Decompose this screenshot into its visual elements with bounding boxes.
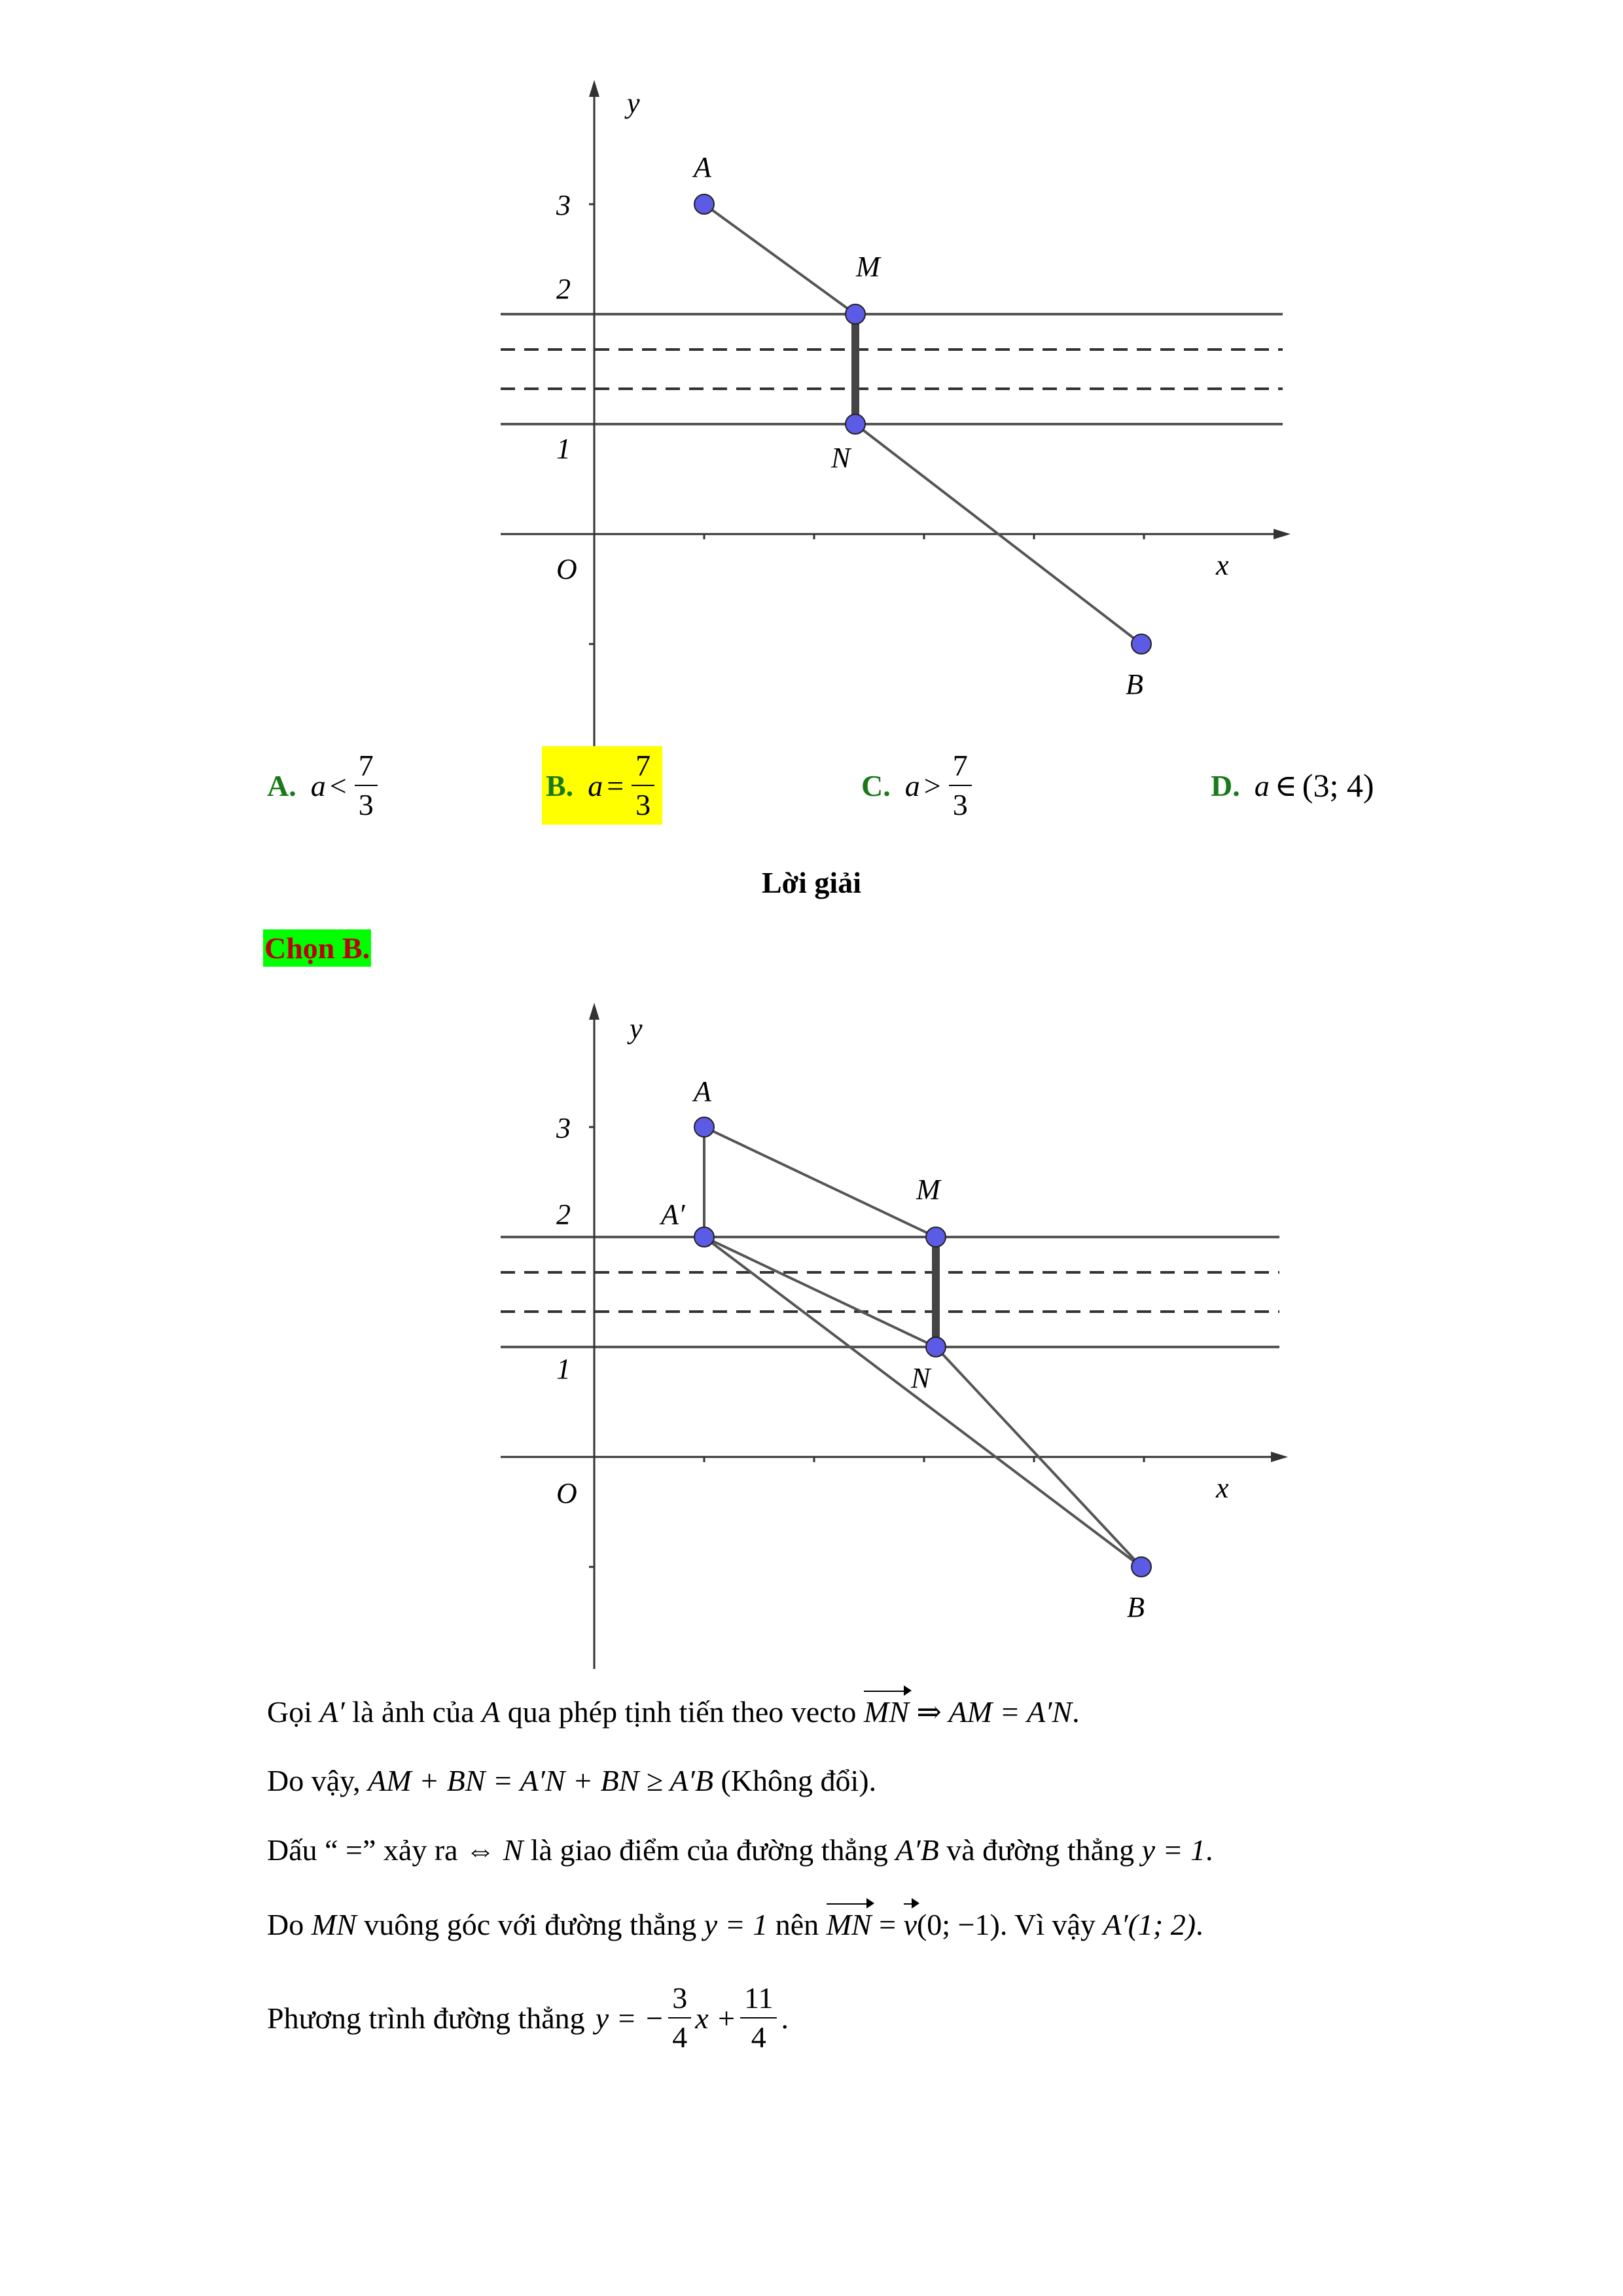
option-b-den: 3 [635,788,651,821]
figure-1 [484,72,1296,746]
l3-f: y = 1 [1141,1833,1206,1867]
x-axis-arrow [1271,1452,1288,1462]
option-a-var: a [310,768,326,802]
l2-a: Do vậy, [267,1764,361,1797]
label-B: B [1127,1591,1145,1623]
option-c-label: C. [861,768,891,802]
option-c-rel: > [923,768,941,802]
option-d[interactable] [1211,746,1374,825]
point-A [694,194,714,214]
option-b-label: B. [546,768,574,802]
tick-label-2: 2 [556,1198,571,1230]
option-a-den: 3 [358,788,374,821]
l1-a: Gọi [267,1695,312,1729]
point-N [846,414,865,434]
option-b-rel: = [607,768,624,802]
l4-coord: (0; −1) [916,1908,1000,1941]
option-d-label: D. [1211,768,1240,802]
label-N: N [831,442,851,474]
l4-c: vuông góc với đường thẳng [364,1908,697,1941]
x-axis-arrow [1274,529,1291,539]
option-c[interactable] [861,746,976,825]
l2-c: (Không đổi). [721,1764,877,1797]
text-line-3 [267,1833,1213,1867]
l1-d: A [482,1695,501,1729]
l3-b: ⇔ N [465,1833,524,1867]
l3-d: A′B [895,1833,939,1867]
l5-n1: 3 [668,1983,691,2018]
axis-label-x: x [1216,549,1229,581]
option-a-fraction [355,751,378,820]
l4-a: Do [267,1908,304,1941]
tick-label-3: 3 [556,189,571,221]
l1-b: A′ [319,1695,345,1729]
option-a[interactable] [267,746,382,825]
option-a-rel: < [329,768,347,802]
point-B [1132,1557,1151,1577]
l4-d: y = 1 [704,1908,768,1941]
tick-label-3: 3 [556,1112,571,1144]
figure-2 [484,995,1296,1669]
label-B: B [1126,668,1143,700]
point-Aprime [694,1227,714,1247]
option-c-den: 3 [952,788,968,821]
choose-answer: Chọn B. [263,929,371,967]
text-line-5 [267,1983,789,2053]
y-axis-arrow [589,1003,599,1020]
text-line-2 [267,1763,876,1798]
label-N: N [911,1362,931,1394]
l1-g: . [1072,1695,1080,1729]
l3-a: Dấu “ =” xảy ra [267,1833,458,1867]
label-M: M [916,1174,940,1206]
label-Aprime: A′ [661,1198,685,1230]
option-a-label: A. [267,768,296,802]
option-b-var: a [588,768,603,802]
option-b[interactable] [542,746,662,825]
l1-c: là ảnh của [352,1695,474,1729]
l5-fraction-2 [740,1983,777,2053]
segment-AprimeN [704,1237,936,1347]
point-N [926,1337,946,1357]
l3-g: . [1205,1833,1213,1867]
vector-v: v [903,1908,917,1941]
option-a-num: 7 [355,751,378,786]
l5-fraction-1 [668,1983,691,2053]
option-d-rel: ∈ [1274,769,1297,802]
l5-a: Phương trình đường thẳng [267,2001,585,2035]
l2-b: AM + BN = A′N + BN ≥ A′B [368,1764,713,1797]
origin-label: O [556,553,577,585]
segment-AM [704,204,855,314]
option-c-fraction [949,751,972,820]
point-A [694,1117,714,1137]
axis-label-x: x [1216,1472,1229,1504]
y-axis-arrow [589,80,599,97]
label-M: M [856,251,880,283]
label-A: A [694,151,711,183]
vector-MN: MN [863,1695,909,1729]
text-line-4 [267,1907,1204,1942]
label-A: A [694,1075,711,1107]
option-d-var: a [1254,768,1270,802]
option-b-fraction [632,751,654,820]
segment-AprimeB [704,1237,1141,1567]
l5-c: x + [695,2001,737,2035]
l5-b: y = − [595,2001,665,2035]
l4-e: nên [775,1908,819,1941]
l3-c: là giao điểm của đường thẳng [530,1833,888,1867]
vector-MN-2: MN [826,1908,872,1941]
l5-n2: 11 [740,1983,777,2018]
point-M [846,304,865,324]
axis-label-y: y [627,87,640,119]
option-c-var: a [904,768,920,802]
l1-f: ⇒ AM = A′N [916,1695,1073,1729]
origin-label: O [556,1477,577,1509]
l3-e: và đường thẳng [946,1833,1135,1867]
point-B [1132,634,1151,654]
l4-b: MN [311,1908,357,1941]
l4-eq: = [879,1908,897,1941]
tick-label-2: 2 [556,273,571,305]
l4-g: A′(1; 2) [1103,1908,1196,1941]
tick-label-1: 1 [556,1353,571,1385]
option-d-interval: (3; 4) [1302,767,1374,804]
l5-d2: 4 [751,2020,766,2054]
tick-label-1: 1 [556,433,571,465]
l4-h: . [1196,1908,1204,1941]
l5-e: . [781,2001,789,2035]
axis-label-y: y [630,1013,643,1045]
solution-title: Lời giải [762,866,861,899]
point-M [926,1227,946,1247]
l4-f: . Vì vậy [999,1908,1096,1941]
option-b-num: 7 [632,751,654,786]
l5-d1: 4 [672,2020,688,2054]
l1-e: qua phép tịnh tiến theo vecto [507,1695,857,1729]
option-c-num: 7 [949,751,972,786]
text-line-1 [267,1694,1080,1729]
segment-AM [704,1127,936,1237]
